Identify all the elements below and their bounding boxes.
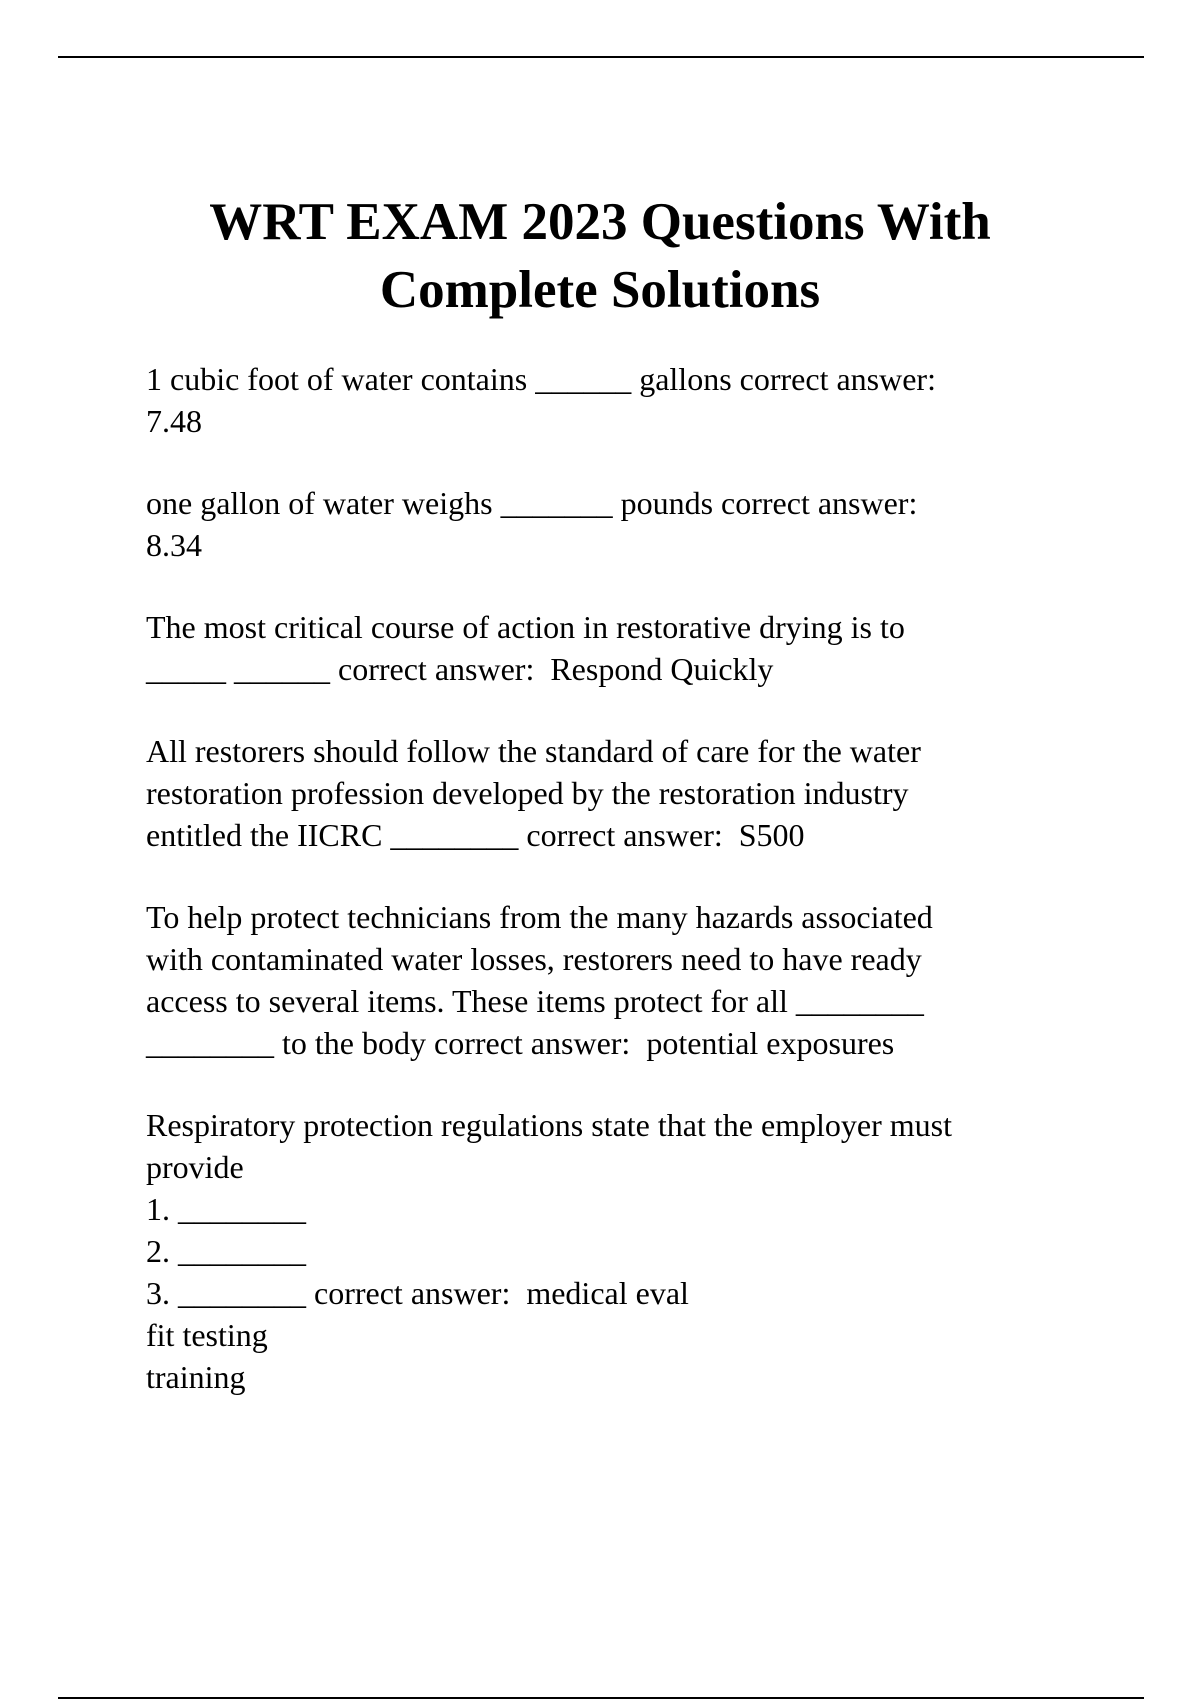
question-line: fit testing [146,1317,268,1353]
question-line: The most critical course of action in restorative drying is to [146,609,905,645]
question-line: 7.48 [146,403,202,439]
question-item [146,482,1086,566]
question-item [146,358,1086,442]
question-line: 1 cubic foot of water contains ______ gallons correct answer: [146,361,936,397]
question-line: ________ to the body correct answer: potential exposures [146,1025,895,1061]
question-line: provide [146,1149,244,1185]
question-line: 8.34 [146,527,202,563]
document-title [60,188,1140,324]
question-line: _____ ______ correct answer: Respond Quickly [146,651,774,687]
question-line: with contaminated water losses, restorers need to have ready [146,941,922,977]
question-item [146,1104,1086,1398]
title-line: WRT EXAM 2023 Questions With [209,193,991,251]
bottom-rule [58,1697,1144,1699]
question-line: 2. ________ [146,1233,306,1269]
question-line: 3. ________ correct answer: medical eval [146,1275,689,1311]
question-line: restoration profession developed by the restoration industry [146,775,909,811]
question-line: All restorers should follow the standard of care for the water [146,733,921,769]
question-item [146,606,1086,690]
question-item [146,896,1086,1064]
top-rule [58,56,1144,58]
question-line: 1. ________ [146,1191,306,1227]
question-line: access to several items. These items protect for all ________ [146,983,924,1019]
question-line: one gallon of water weighs _______ pounds correct answer: [146,485,918,521]
question-line: entitled the IICRC ________ correct answer: S500 [146,817,805,853]
question-list [146,358,1086,1438]
question-line: Respiratory protection regulations state that the employer must [146,1107,953,1143]
title-line: Complete Solutions [379,261,821,319]
question-line: To help protect technicians from the many hazards associated [146,899,933,935]
question-item [146,730,1086,856]
question-line: training [146,1359,246,1395]
